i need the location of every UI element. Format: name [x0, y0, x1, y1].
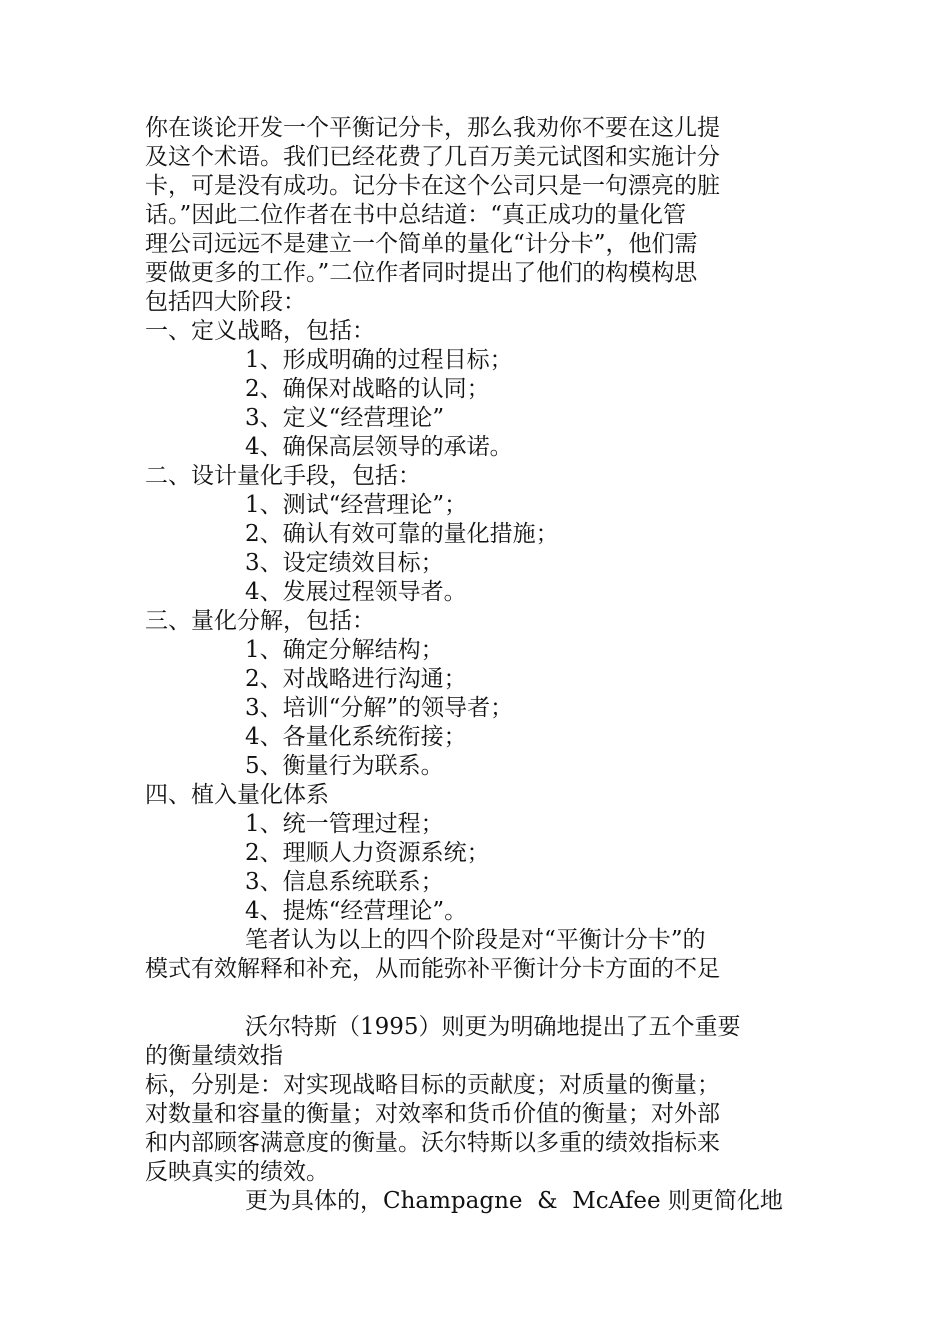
text-line: 标，分别是：对实现战略目标的贡献度；对质量的衡量； [145, 1072, 720, 1098]
text-line: 要做更多的工作。”二位作者同时提出了他们的构模构思 [145, 260, 698, 286]
stage-heading: 三、量化分解，包括： [145, 608, 375, 634]
list-item: 1、测试“经营理论”； [245, 492, 468, 518]
list-item: 3、设定绩效目标； [245, 550, 444, 576]
stage-2 [145, 462, 810, 607]
text-line: 的衡量绩效指 [145, 1043, 283, 1069]
list-item: 5、衡量行为联系。 [245, 753, 444, 779]
text-line: 卡，可是没有成功。记分卡在这个公司只是一句漂亮的脏 [145, 173, 720, 199]
text-line: 对数量和容量的衡量；对效率和货币价值的衡量；对外部 [145, 1101, 720, 1127]
list-item: 2、理顺人力资源系统； [245, 840, 490, 866]
document-body [145, 114, 810, 1216]
text-line: 包括四大阶段： [145, 289, 306, 315]
list-item: 3、培训“分解”的领导者； [245, 695, 514, 721]
stage-3 [145, 607, 810, 781]
list-item: 3、定义“经营理论” [245, 405, 445, 431]
list-item: 2、对战略进行沟通； [245, 666, 467, 692]
list-item: 4、各量化系统衔接； [245, 724, 467, 750]
list-item: 2、确保对战略的认同； [245, 376, 490, 402]
text-line: 话。”因此二位作者在书中总结道：“真正成功的量化管 [145, 202, 687, 228]
list-item: 1、统一管理过程； [245, 811, 444, 837]
stage-4 [145, 781, 810, 926]
stage-1 [145, 317, 810, 462]
stage-heading: 二、设计量化手段，包括： [145, 463, 421, 489]
list-item: 4、发展过程领导者。 [245, 579, 467, 605]
stage-heading: 一、定义战略，包括： [145, 318, 375, 344]
text-line: 模式有效解释和补充，从而能弥补平衡计分卡方面的不足 [145, 956, 720, 982]
text-line: 反映真实的绩效。 [145, 1159, 329, 1185]
text-line: 你在谈论开发一个平衡记分卡，那么我劝你不要在这儿提 [145, 115, 720, 141]
list-item: 4、提炼“经营理论”。 [245, 898, 468, 924]
walters-paragraph [145, 1013, 810, 1187]
text-line: 沃尔特斯（1995）则更为明确地提出了五个重要 [245, 1014, 741, 1040]
text-line: 更为具体的，Champagne & McAfee 则更简化地 [245, 1188, 783, 1214]
paragraph-spacer [145, 984, 810, 1013]
list-item: 4、确保高层领导的承诺。 [245, 434, 513, 460]
text-line: 和内部顾客满意度的衡量。沃尔特斯以多重的绩效指标来 [145, 1130, 720, 1156]
list-item: 3、信息系统联系； [245, 869, 444, 895]
stage-heading: 四、植入量化体系 [145, 782, 329, 808]
list-item: 1、形成明确的过程目标； [245, 347, 513, 373]
text-line: 及这个术语。我们已经花费了几百万美元试图和实施计分 [145, 144, 720, 170]
author-view-paragraph [145, 926, 810, 984]
intro-paragraph [145, 114, 810, 317]
text-line: 笔者认为以上的四个阶段是对“平衡计分卡”的 [245, 927, 706, 953]
text-line: 理公司远远不是建立一个简单的量化“计分卡”，他们需 [145, 231, 698, 257]
list-item: 1、确定分解结构； [245, 637, 444, 663]
champagne-paragraph [145, 1187, 810, 1216]
list-item: 2、确认有效可靠的量化措施； [245, 521, 559, 547]
